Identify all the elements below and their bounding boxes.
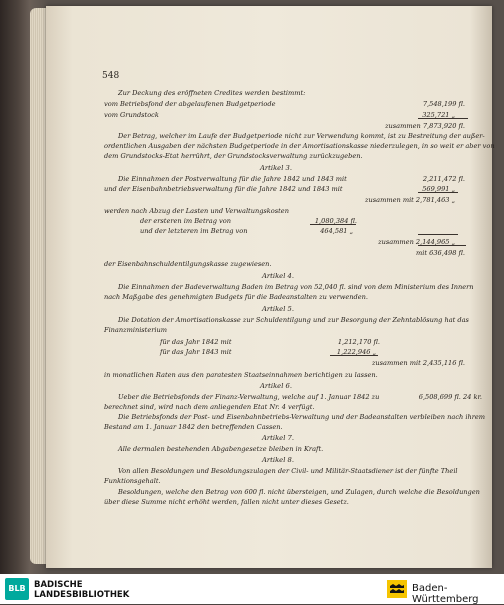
amount-value: 464,581 „ (320, 227, 353, 235)
text-line: Alle dermalen bestehenden Abgabengesetze bleiben in Kraft. (118, 445, 324, 453)
text-line: dem Grundstocks-Etat herrührt, der Grundstocksverwaltung zurückzugeben. (104, 152, 363, 160)
amount-value: 1,222,946 „ (336, 348, 376, 356)
text-line: nach Maßgabe des genehmigten Budgets für die Badeanstalten zu verwenden. (104, 293, 368, 301)
page-number: 548 (102, 71, 120, 81)
sum-rule (330, 355, 378, 356)
text-line: Besoldungen, welche den Betrag von 600 fl. nicht übersteigen, und Zulagen, durch welche die Besoldungen (118, 488, 480, 496)
amount-value: 569,991 „ (422, 185, 455, 193)
partner-label: Baden-Württemberg (412, 583, 479, 605)
blb-logo[interactable]: BLB (5, 578, 29, 600)
article-heading: Artikel 8. (262, 456, 295, 464)
library-name-line1: BADISCHE (34, 580, 83, 590)
text-line: für das Jahr 1842 mit (160, 338, 232, 346)
text-line: vom Betriebsfond der abgelaufenen Budgetperiode (104, 100, 276, 108)
amount-value: 7,548,199 fl. (422, 100, 465, 108)
text-line: Bestand am 1. Januar 1842 den betreffenden Cassen. (104, 423, 283, 431)
text-line: der ersteren im Betrag von (140, 217, 231, 225)
text-line: in monatlichen Raten aus den paratesten Staatseinnahmen berichtigen zu lassen. (104, 371, 378, 379)
sum-rule (418, 192, 458, 193)
amount-value: zusammen mit 2,435,116 fl. (371, 359, 465, 367)
sum-rule (418, 234, 458, 235)
text-line: berechnet sind, wird nach dem anliegenden Etat Nr. 4 verfügt. (104, 403, 315, 411)
text-line: werden nach Abzug der Lasten und Verwaltungskosten (104, 207, 289, 215)
amount-value: 325,721 „ (422, 111, 455, 119)
amount-value: zusammen 7,873,920 fl. (385, 122, 465, 130)
sum-rule (418, 118, 468, 119)
library-name-line2: LANDESBIBLIOTHEK (34, 590, 130, 600)
text-line: Die Einnahmen der Badeverwaltung Baden im Betrag von 52,040 fl. sind von dem Ministerium des Innern (118, 283, 474, 291)
baden-wuerttemberg-crest-icon[interactable] (387, 580, 407, 598)
sum-rule (418, 245, 466, 246)
text-line: Von allen Besoldungen und Besoldungszulagen der Civil- und Militär-Staatsdiener ist der fünfte Theil (118, 467, 458, 475)
text-line: vom Grundstock (104, 111, 159, 119)
sum-rule (310, 224, 356, 225)
amount-value: mit 636,498 fl. (416, 249, 465, 257)
text-line: Die Dotation der Amortisationskasse zur Schuldentilgung und zur Besorgung der Zehntablösung hat das (118, 316, 469, 324)
article-heading: Artikel 3. (260, 164, 293, 172)
text-line: über diese Summe nicht erhöht werden, fallen nicht unter dieses Gesetz. (104, 498, 349, 506)
text-line: Die Einnahmen der Postverwaltung für die Jahre 1842 und 1843 mit (118, 175, 347, 183)
amount-value: 6,508,699 fl. 24 kr. (418, 393, 482, 401)
amount-value: zusammen 2,144,965 „ (378, 238, 455, 246)
text-line: ordentlichen Ausgaben der nächsten Budgetperiode in der Amortisationskasse niederzulegen, in so weit er aber von (104, 142, 495, 150)
text-line: Zur Deckung des eröffneten Credites werden bestimmt: (118, 89, 306, 97)
amount-value: zusammen mit 2,781,463 „ (365, 196, 455, 204)
text-line: und der letzteren im Betrag von (140, 227, 248, 235)
text-line: für das Jahr 1843 mit (160, 348, 232, 356)
article-heading: Artikel 5. (262, 305, 295, 313)
amount-value: 2,211,472 fl. (422, 175, 465, 183)
text-line: und der Eisenbahnbetriebsverwaltung für die Jahre 1842 und 1843 mit (104, 185, 343, 193)
amount-value: 1,212,170 fl. (337, 338, 380, 346)
text-line: Finanzministerium (104, 326, 167, 334)
footer-bar (0, 574, 504, 604)
text-line: der Eisenbahnschuldentilgungskasse zugewiesen. (104, 260, 272, 268)
text-line: Der Betrag, welcher im Laufe der Budgetperiode nicht zur Verwendung kommt, ist zu Bestreitung der außer- (118, 132, 485, 140)
text-line: Die Betriebsfonds der Post- und Eisenbahnbetriebs-Verwaltung und der Badeanstalten verbleiben nach ihrem (118, 413, 486, 421)
text-line: Ueber die Betriebsfonds der Finanz-Verwaltung, welche auf 1. Januar 1842 zu (118, 393, 380, 401)
article-heading: Artikel 4. (262, 272, 295, 280)
text-line: Funktionsgehalt. (104, 477, 161, 485)
article-heading: Artikel 6. (260, 382, 293, 390)
article-heading: Artikel 7. (262, 434, 295, 442)
amount-value: 1,080,384 fl. (314, 217, 357, 225)
